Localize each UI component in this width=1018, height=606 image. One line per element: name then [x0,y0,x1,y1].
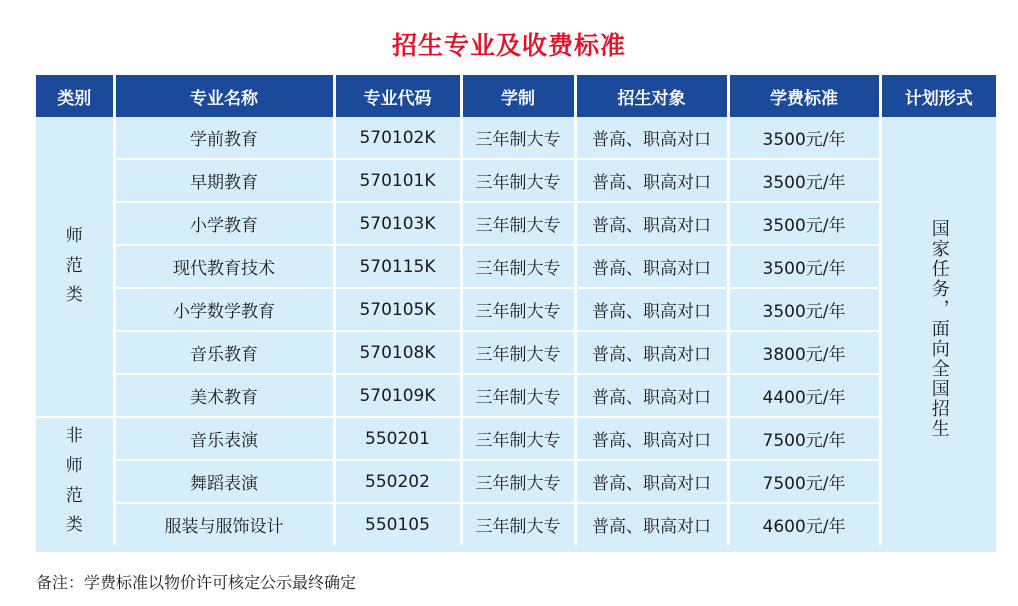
category-cell [36,117,114,417]
header-duration: 学制 [461,75,575,117]
major-name-cell: 小学数学教育 [114,288,334,331]
table-row [36,117,996,159]
duration-cell: 三年制大专 [461,117,575,159]
fee-cell: 3500元/年 [728,288,880,331]
fee-cell: 3500元/年 [728,159,880,202]
target-cell: 普高、职高对口 [575,288,728,331]
target-cell: 普高、职高对口 [575,503,728,545]
major-code-cell: 550201 [334,417,461,460]
duration-cell: 三年制大专 [461,417,575,460]
header-major-name: 专业名称 [114,75,334,117]
fee-cell: 3500元/年 [728,117,880,159]
major-name-cell: 小学教育 [114,202,334,245]
fee-cell: 3500元/年 [728,202,880,245]
major-code-cell: 550202 [334,460,461,503]
major-code-cell: 570102K [334,117,461,159]
header-fee: 学费标准 [728,75,880,117]
major-name-cell: 学前教育 [114,117,334,159]
duration-cell: 三年制大专 [461,245,575,288]
fee-cell: 7500元/年 [728,460,880,503]
table-row [36,159,996,202]
table-row [36,460,996,503]
page-title: 招生专业及收费标准 [391,31,626,60]
category-char: 师 [65,225,83,246]
major-code-cell: 570108K [334,331,461,374]
footnote: 备注：学费标准以物价许可核定公示最终确定 [36,573,357,592]
table-body [36,117,996,545]
category-cell [36,417,114,545]
duration-cell: 三年制大专 [461,374,575,417]
table-row [36,417,996,460]
target-cell: 普高、职高对口 [575,245,728,288]
duration-cell: 三年制大专 [461,288,575,331]
duration-cell: 三年制大专 [461,460,575,503]
major-name-cell: 现代教育技术 [114,245,334,288]
fee-cell: 4400元/年 [728,374,880,417]
table-row [36,245,996,288]
major-code-cell: 570101K [334,159,461,202]
table-header-row [36,75,996,117]
fee-cell: 7500元/年 [728,417,880,460]
duration-cell: 三年制大专 [461,503,575,545]
table-row [36,288,996,331]
table-row [36,331,996,374]
header-plan-form: 计划形式 [880,75,996,117]
table-row [36,503,996,545]
major-code-cell: 570115K [334,245,461,288]
duration-cell: 三年制大专 [461,159,575,202]
plan-form-cell [880,117,996,545]
target-cell: 普高、职高对口 [575,202,728,245]
target-cell: 普高、职高对口 [575,374,728,417]
target-cell: 普高、职高对口 [575,117,728,159]
category-char: 非 [65,426,83,446]
duration-cell: 三年制大专 [461,331,575,374]
major-code-cell: 570105K [334,288,461,331]
duration-cell: 三年制大专 [461,202,575,245]
table-row [36,374,996,417]
target-cell: 普高、职高对口 [575,417,728,460]
major-name-cell: 音乐教育 [114,331,334,374]
category-char: 范 [65,255,83,276]
fee-cell: 4600元/年 [728,503,880,545]
fee-cell: 3800元/年 [728,331,880,374]
category-char: 范 [65,485,83,506]
fee-table [36,75,996,545]
major-name-cell: 音乐表演 [114,417,334,460]
major-name-cell: 美术教育 [114,374,334,417]
major-code-cell: 570109K [334,374,461,417]
target-cell: 普高、职高对口 [575,331,728,374]
fee-cell: 3500元/年 [728,245,880,288]
category-char: 类 [65,285,83,306]
header-target: 招生对象 [575,75,728,117]
category-char: 师 [65,455,83,476]
major-name-cell: 服装与服饰设计 [114,503,334,545]
plan-form-text: 国家任务，面向全国招生 [928,218,950,439]
header-major-code: 专业代码 [334,75,461,117]
category-char: 类 [65,515,83,536]
major-name-cell: 早期教育 [114,159,334,202]
target-cell: 普高、职高对口 [575,159,728,202]
target-cell: 普高、职高对口 [575,460,728,503]
header-category: 类别 [36,75,114,117]
major-code-cell: 570103K [334,202,461,245]
major-name-cell: 舞蹈表演 [114,460,334,503]
fee-table-container [36,75,996,552]
major-code-cell: 550105 [334,503,461,545]
table-row [36,202,996,245]
